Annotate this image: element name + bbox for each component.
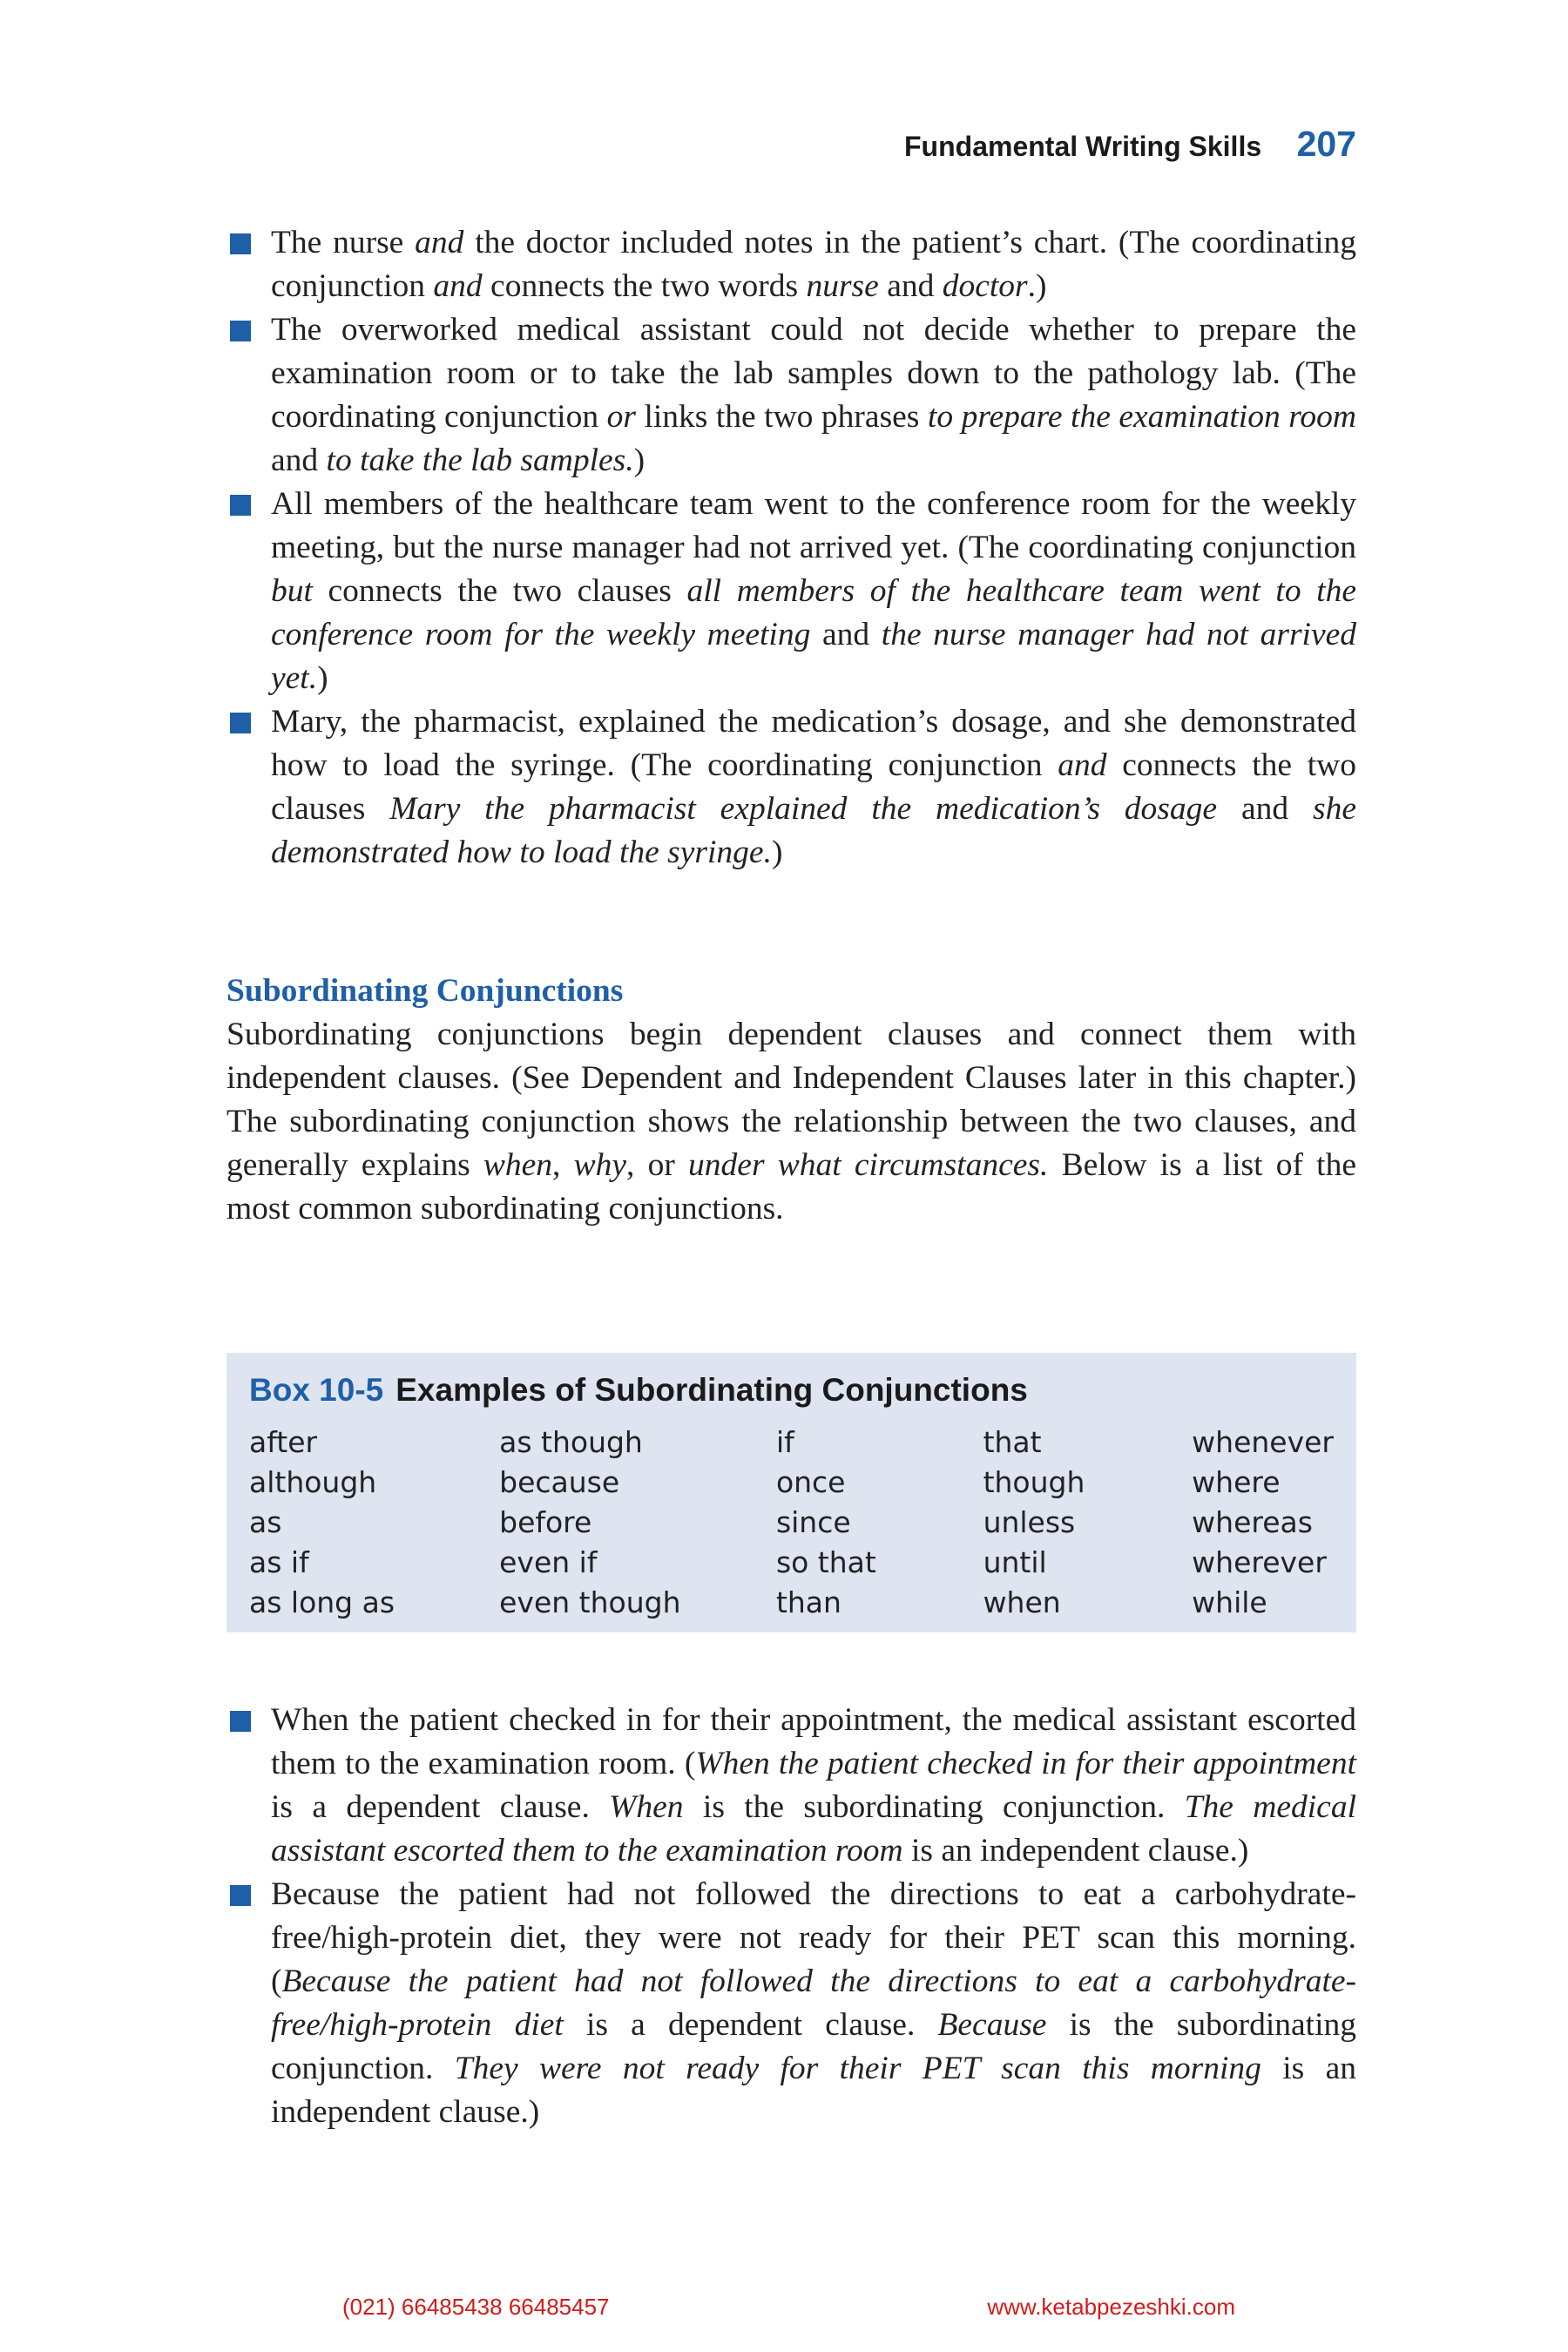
conjunction-term: as long as [249, 1585, 395, 1619]
text-run: connects the two words [482, 268, 807, 304]
text-run: connects the two clauses [312, 573, 687, 609]
text-run: ) [771, 835, 783, 870]
italic-run: The medical assistant escorted them to the examination room [271, 1789, 1356, 1869]
conjunction-term: while [1192, 1585, 1267, 1619]
italic-run: but [271, 573, 313, 609]
example-text [271, 704, 1356, 870]
italic-run: she demonstrated how to load the syringe. [271, 791, 1356, 870]
box-10-5 [226, 1353, 1356, 1632]
text-run: , [552, 1147, 574, 1183]
text-run: is the subordinating conjunction. [683, 1789, 1185, 1825]
footer-phone: (021) 66485438 66485457 [342, 2294, 610, 2320]
conjunction-term: since [775, 1505, 851, 1539]
text-run: Below is a list of the most common subordinating conjunctions. [226, 1147, 1356, 1227]
list-item [226, 308, 1356, 483]
italic-run: why [573, 1147, 627, 1183]
bullet-square-icon [230, 233, 251, 254]
footer-url: www.ketabpezeshki.com [987, 2294, 1235, 2320]
conjunction-term: as if [249, 1545, 309, 1579]
italic-run: under what circumstances. [688, 1147, 1049, 1183]
running-head-title: Fundamental Writing Skills [904, 131, 1262, 162]
text-run: and [1217, 791, 1313, 827]
conjunction-column [1192, 1423, 1334, 1623]
conjunction-term: wherever [1192, 1545, 1327, 1579]
text-run: ) [633, 443, 645, 478]
bullet-square-icon [230, 1711, 251, 1732]
italic-run: When [609, 1789, 684, 1825]
text-run: is an independent clause.) [902, 1833, 1249, 1869]
italic-run: Because [937, 2007, 1047, 2043]
text-run: and [810, 617, 882, 652]
text-run: The nurse [271, 225, 416, 260]
italic-run: to prepare the examination room [927, 399, 1356, 435]
list-item [226, 483, 1356, 700]
italic-run: or [606, 399, 636, 435]
conjunction-term: whenever [1192, 1425, 1334, 1459]
text-run: links the two phrases [635, 399, 928, 435]
box-title [249, 1372, 1334, 1409]
text-run: The overworked medical assistant could not decide whether to prepare the examination room or to take the lab samples down to the pathology lab. (The coordinating conjunction [271, 312, 1356, 435]
text-run: All members of the healthcare team went to the conference room for the weekly meeting, but the nurse manager had not arrived yet. (The coordinating conjunction [271, 486, 1356, 565]
conjunction-term: before [499, 1505, 592, 1539]
conjunction-column [983, 1423, 1193, 1623]
list-item [226, 1699, 1356, 1873]
subordinating-examples-list [226, 1699, 1356, 2134]
conjunction-term: although [249, 1465, 377, 1499]
italic-run: Because the patient had not followed the directions to eat a carbohydrate-free/high-protein diet [271, 1963, 1356, 2043]
list-item [226, 1873, 1356, 2134]
conjunction-term: that [983, 1425, 1042, 1459]
text-run: When the patient checked in for their appointment, the medical assistant escorted them to the examination room. ( [271, 1702, 1356, 1781]
italic-run: all members of the healthcare team went to the conference room for the weekly meeting [271, 573, 1357, 652]
box-title-text: Examples of Subordinating Conjunctions [395, 1372, 1028, 1408]
italic-run: nurse [806, 268, 879, 304]
italic-run: when [483, 1147, 553, 1183]
conjunction-term: even if [499, 1545, 598, 1579]
section-heading: Subordinating Conjunctions [226, 973, 624, 1009]
running-head [226, 124, 1356, 165]
bullet-square-icon [230, 713, 251, 733]
conjunction-term: even though [499, 1585, 681, 1619]
conjunction-term: though [983, 1465, 1085, 1499]
italic-run: and [415, 225, 464, 260]
box-label: Box 10-5 [249, 1372, 384, 1408]
italic-run: They were not ready for their PET scan this morning [454, 2051, 1261, 2086]
italic-run: When the patient checked in for their appointment [695, 1746, 1356, 1781]
example-text [271, 486, 1356, 696]
text-run: is an independent clause.) [271, 2051, 1356, 2130]
conjunction-term: where [1192, 1465, 1281, 1499]
example-text [271, 1876, 1356, 2130]
text-run: and [878, 268, 943, 304]
conjunction-term: than [775, 1585, 841, 1619]
example-text [271, 312, 1356, 478]
list-item [226, 221, 1356, 308]
conjunction-column [249, 1423, 499, 1623]
text-run: the doctor included notes in the patient’s chart. (The coordinating conjunction [271, 225, 1357, 304]
text-run: Because the patient had not followed the directions to eat a carbohydrate-free/high-protein diet, they were not ready for their PET scan this morning. ( [271, 1876, 1356, 1999]
page-number: 207 [1296, 124, 1356, 164]
text-run: .) [1027, 268, 1047, 304]
conjunction-term: as [249, 1505, 282, 1539]
section-paragraph [226, 1013, 1356, 1231]
text-run: , or [626, 1147, 689, 1183]
conjunction-term: whereas [1192, 1505, 1313, 1539]
bullet-square-icon [230, 1885, 251, 1906]
conjunction-column [776, 1423, 983, 1623]
list-item [226, 700, 1356, 875]
text-run: connects the two clauses [271, 747, 1356, 827]
italic-run: doctor [942, 268, 1028, 304]
conjunction-term: because [499, 1465, 620, 1499]
text-run: Subordinating conjunctions begin dependent clauses and connect them with independent clauses. (See Dependent and Independent Clauses later in this chapter.) The subordinating conjunction shows the relationship between the two clauses, and generally explains [226, 1017, 1356, 1183]
italic-run: the nurse manager had not arrived yet. [271, 617, 1356, 696]
text-run: Mary, the pharmacist, explained the medication’s dosage, and she demonstrated how to load the syringe. (The coordinating conjunction [271, 704, 1356, 783]
text-run: and [271, 443, 327, 478]
coordinating-examples-list [226, 221, 1356, 875]
conjunction-term: as though [499, 1425, 643, 1459]
conjunction-column [499, 1423, 776, 1623]
text-run: ) [317, 660, 328, 696]
bullet-square-icon [230, 321, 251, 341]
example-text [271, 225, 1356, 304]
conjunction-term: when [983, 1585, 1061, 1619]
italic-run: and [1058, 747, 1107, 783]
italic-run: Mary the pharmacist explained the medication’s dosage [389, 791, 1218, 827]
conjunction-term: once [775, 1465, 846, 1499]
conjunction-term: unless [983, 1505, 1076, 1539]
text-run: is a dependent clause. [271, 1789, 610, 1825]
text-run: is a dependent clause. [563, 2007, 938, 2043]
text-run: is the subordinating conjunction. [271, 2007, 1356, 2086]
conjunction-grid [249, 1423, 1334, 1623]
bullet-square-icon [230, 495, 251, 516]
conjunction-term: until [983, 1545, 1047, 1579]
italic-run: and [433, 268, 483, 304]
conjunction-term: so that [775, 1545, 876, 1579]
italic-run: to take the lab samples. [326, 443, 634, 478]
example-text [271, 1702, 1356, 1869]
conjunction-term: after [249, 1425, 318, 1459]
conjunction-term: if [775, 1425, 794, 1459]
